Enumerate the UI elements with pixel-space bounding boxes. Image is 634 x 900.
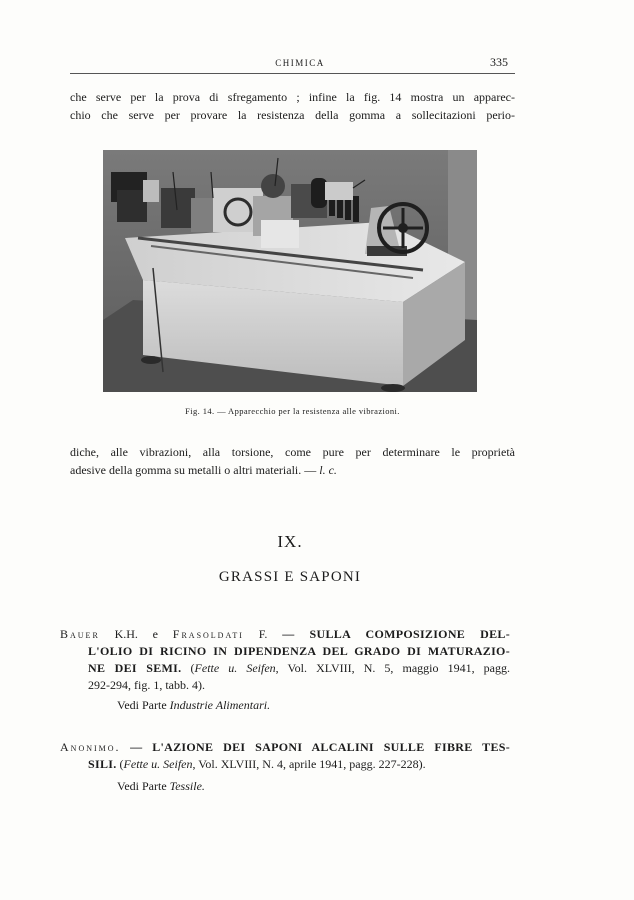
- entry1-see-also: [117, 698, 270, 713]
- entry1-author-b: Frasoldati: [172, 627, 244, 641]
- vibration-apparatus-illustration: [103, 150, 477, 392]
- figure-photo: [103, 150, 477, 392]
- entry1-line-1: [60, 626, 510, 643]
- entry2-see-target: Tessile.: [169, 779, 205, 793]
- entry1-author-b-initials: F.: [258, 627, 268, 641]
- entry2-ref: , Vol. XLVIII, N. 4, aprile 1941, pagg. 227-228).: [192, 757, 426, 771]
- intro-line-1: che serve per la prova di sfregamento ; infine la fig. 14 mostra un apparec-: [70, 90, 515, 104]
- intro-line-2: chio che serve per provare la resistenza della gomma a sollecitazioni perio-: [70, 108, 515, 122]
- entry2-author: Anonimo.: [60, 740, 121, 754]
- continuation-line-2: [70, 461, 515, 479]
- running-header: CHIMICA: [275, 58, 325, 68]
- entry2-see-label: Vedi Parte: [117, 779, 167, 793]
- continuation-text: adesive della gomma su metalli o altri materiali. —: [70, 463, 317, 477]
- entry1-title-part-1: — SULLA COMPOSIZIONE DEL-: [282, 627, 511, 641]
- entry1-title-part-3: NE DEI SEMI.: [88, 661, 182, 675]
- entry1-author-a-initials: K.H. e: [114, 627, 158, 641]
- entry2-title-part-1: — L'AZIONE DEI SAPONI ALCALINI SULLE FIBRE TES-: [130, 740, 511, 754]
- entry1-see-label: Vedi Parte: [117, 698, 167, 712]
- chapter-number: IX.: [277, 532, 303, 551]
- entry1-line-2: L'OLIO DI RICINO IN DIPENDENZA DEL GRADO DI MATURAZIO-: [88, 644, 510, 658]
- page-number: 335: [490, 55, 508, 69]
- entry2-line-1: [60, 739, 510, 756]
- continuation-line-1: diche, alle vibrazioni, alla torsione, come pure per determinare le proprietà: [70, 445, 515, 459]
- entry2-see-also: [117, 779, 205, 794]
- entry1-ref: , Vol. XLVIII, N. 5, maggio 1941, pagg.: [275, 661, 510, 675]
- chapter-title: GRASSI E SAPONI: [218, 569, 362, 585]
- entry2-journal: Fette u. Seifen: [123, 757, 193, 771]
- entry1-see-target: Industrie Alimentari.: [169, 698, 271, 712]
- entry1-journal: Fette u. Seifen: [194, 661, 276, 675]
- entry2-title-part-2: SILI.: [88, 757, 117, 771]
- entry1-line-3: NE DEI SEMI. (Fette u. Seifen, Vol. XLVIII, N. 5, maggio 1941, pagg.: [88, 661, 510, 675]
- entry1-line-4: 292-294, fig. 1, tabb. 4).: [88, 678, 205, 692]
- header-rule: [70, 73, 515, 74]
- figure-caption: Fig. 14. — Apparecchio per la resistenza alle vibrazioni.: [185, 406, 400, 416]
- entry2-line-2: SILI. (Fette u. Seifen, Vol. XLVIII, N. 4, aprile 1941, pagg. 227-228).: [88, 757, 426, 771]
- author-initials: l. c.: [319, 463, 337, 477]
- entry1-author-a: Bauer: [60, 627, 100, 641]
